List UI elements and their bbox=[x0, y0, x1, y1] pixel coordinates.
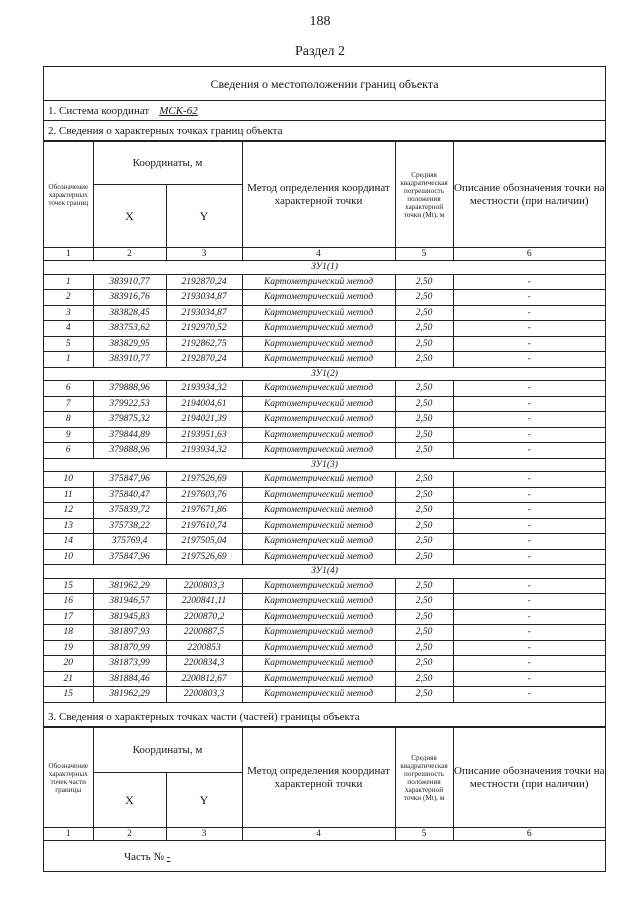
accuracy: 2,50 bbox=[395, 443, 453, 459]
coord-x: 379922,53 bbox=[93, 396, 166, 412]
point-id: 11 bbox=[44, 487, 93, 503]
coord-x: 383828,45 bbox=[93, 305, 166, 321]
coord-x: 379888,96 bbox=[93, 443, 166, 459]
header2-point-id: Обозначение характерных точек части границы bbox=[44, 728, 93, 828]
coord-y: 2197610,74 bbox=[166, 518, 242, 534]
coord-x: 383829,95 bbox=[93, 336, 166, 352]
table-row bbox=[44, 336, 605, 352]
coord-x: 381870,99 bbox=[93, 640, 166, 656]
coord-x: 381945,83 bbox=[93, 609, 166, 625]
header-point-id: Обозначение характерных точек границ bbox=[44, 142, 93, 248]
coord-y: 2197526,69 bbox=[166, 472, 242, 488]
accuracy: 2,50 bbox=[395, 412, 453, 428]
point-id: 3 bbox=[44, 305, 93, 321]
coord-x: 381962,29 bbox=[93, 578, 166, 594]
description: - bbox=[453, 352, 605, 368]
coord-y: 2194004,61 bbox=[166, 396, 242, 412]
method: Картометрический метод bbox=[242, 487, 395, 503]
accuracy: 2,50 bbox=[395, 336, 453, 352]
method: Картометрический метод bbox=[242, 671, 395, 687]
point-id: 6 bbox=[44, 381, 93, 397]
coord-y: 2193934,32 bbox=[166, 381, 242, 397]
accuracy: 2,50 bbox=[395, 472, 453, 488]
point-id: 4 bbox=[44, 321, 93, 337]
group-header-row bbox=[44, 565, 605, 579]
description: - bbox=[453, 503, 605, 519]
description: - bbox=[453, 336, 605, 352]
group-name: ЗУ1(1) bbox=[44, 261, 605, 275]
accuracy: 2,50 bbox=[395, 671, 453, 687]
header2-x: X bbox=[93, 773, 166, 828]
col-number: 2 bbox=[93, 248, 166, 261]
col-number: 5 bbox=[395, 828, 453, 841]
accuracy: 2,50 bbox=[395, 534, 453, 550]
coord-y: 2197526,69 bbox=[166, 549, 242, 565]
coord-x: 379844,89 bbox=[93, 427, 166, 443]
coord-x: 375769,4 bbox=[93, 534, 166, 550]
section-title: Раздел 2 bbox=[294, 44, 346, 59]
point-id: 2 bbox=[44, 290, 93, 306]
method: Картометрический метод bbox=[242, 656, 395, 672]
accuracy: 2,50 bbox=[395, 274, 453, 290]
description: - bbox=[453, 321, 605, 337]
col-number: 3 bbox=[166, 828, 242, 841]
method: Картометрический метод bbox=[242, 534, 395, 550]
coord-y: 2200803,3 bbox=[166, 578, 242, 594]
group-name: ЗУ1(3) bbox=[44, 458, 605, 472]
part-value: - bbox=[166, 851, 171, 863]
method: Картометрический метод bbox=[242, 396, 395, 412]
method: Картометрический метод bbox=[242, 305, 395, 321]
method: Картометрический метод bbox=[242, 352, 395, 368]
col-number: 5 bbox=[395, 248, 453, 261]
method: Картометрический метод bbox=[242, 412, 395, 428]
coord-y: 2200812,67 bbox=[166, 671, 242, 687]
table-row bbox=[44, 274, 605, 290]
header-y: Y bbox=[166, 185, 242, 248]
point-id: 18 bbox=[44, 625, 93, 641]
description: - bbox=[453, 534, 605, 550]
coord-y: 2197505,04 bbox=[166, 534, 242, 550]
method: Картометрический метод bbox=[242, 503, 395, 519]
method: Картометрический метод bbox=[242, 274, 395, 290]
column-numbers-row-2 bbox=[44, 828, 605, 841]
accuracy: 2,50 bbox=[395, 321, 453, 337]
coord-x: 381962,29 bbox=[93, 687, 166, 703]
method: Картометрический метод bbox=[242, 290, 395, 306]
header-x: X bbox=[93, 185, 166, 248]
description: - bbox=[453, 427, 605, 443]
header2-description: Описание обозначения точки на местности (при наличии) bbox=[453, 728, 605, 828]
description: - bbox=[453, 396, 605, 412]
description: - bbox=[453, 625, 605, 641]
point-id: 17 bbox=[44, 609, 93, 625]
table-row bbox=[44, 321, 605, 337]
group-header-row bbox=[44, 458, 605, 472]
accuracy: 2,50 bbox=[395, 396, 453, 412]
coord-system-value: МСК-62 bbox=[159, 105, 198, 117]
method: Картометрический метод bbox=[242, 427, 395, 443]
accuracy: 2,50 bbox=[395, 305, 453, 321]
section2-title: 2. Сведения о характерных точках границ объекта bbox=[44, 121, 605, 141]
coord-x: 375847,96 bbox=[93, 549, 166, 565]
point-id: 20 bbox=[44, 656, 93, 672]
accuracy: 2,50 bbox=[395, 656, 453, 672]
coord-y: 2192862,75 bbox=[166, 336, 242, 352]
coord-x: 375738,22 bbox=[93, 518, 166, 534]
main-title: Сведения о местоположении границ объекта bbox=[44, 67, 605, 101]
coord-x: 379888,96 bbox=[93, 381, 166, 397]
header2-accuracy: Средняя квадратическая погрешность положения характерной точки (Mt), м bbox=[395, 728, 453, 828]
method: Картометрический метод bbox=[242, 321, 395, 337]
header-coords: Координаты, м bbox=[93, 142, 242, 185]
point-id: 16 bbox=[44, 594, 93, 610]
table-row bbox=[44, 396, 605, 412]
method: Картометрический метод bbox=[242, 594, 395, 610]
description: - bbox=[453, 305, 605, 321]
col-number: 1 bbox=[44, 248, 93, 261]
table-row bbox=[44, 687, 605, 703]
table-row bbox=[44, 549, 605, 565]
description: - bbox=[453, 518, 605, 534]
col-number: 4 bbox=[242, 248, 395, 261]
coord-x: 383910,77 bbox=[93, 352, 166, 368]
coord-y: 2192870,24 bbox=[166, 352, 242, 368]
accuracy: 2,50 bbox=[395, 427, 453, 443]
accuracy: 2,50 bbox=[395, 503, 453, 519]
col-number: 3 bbox=[166, 248, 242, 261]
point-id: 13 bbox=[44, 518, 93, 534]
coord-y: 2192970,52 bbox=[166, 321, 242, 337]
accuracy: 2,50 bbox=[395, 290, 453, 306]
coord-x: 375840,47 bbox=[93, 487, 166, 503]
part-label: Часть № bbox=[124, 851, 164, 863]
accuracy: 2,50 bbox=[395, 625, 453, 641]
description: - bbox=[453, 640, 605, 656]
point-id: 12 bbox=[44, 503, 93, 519]
col-number: 4 bbox=[242, 828, 395, 841]
coord-x: 375847,96 bbox=[93, 472, 166, 488]
description: - bbox=[453, 412, 605, 428]
coord-y: 2200834,3 bbox=[166, 656, 242, 672]
table-row bbox=[44, 594, 605, 610]
coord-y: 2192870,24 bbox=[166, 274, 242, 290]
method: Картометрический метод bbox=[242, 549, 395, 565]
table-row bbox=[44, 487, 605, 503]
coord-x: 383916,76 bbox=[93, 290, 166, 306]
description: - bbox=[453, 578, 605, 594]
accuracy: 2,50 bbox=[395, 578, 453, 594]
coord-x: 381884,46 bbox=[93, 671, 166, 687]
point-id: 1 bbox=[44, 352, 93, 368]
description: - bbox=[453, 443, 605, 459]
accuracy: 2,50 bbox=[395, 549, 453, 565]
method: Картометрический метод bbox=[242, 687, 395, 703]
accuracy: 2,50 bbox=[395, 487, 453, 503]
accuracy: 2,50 bbox=[395, 381, 453, 397]
table-row bbox=[44, 443, 605, 459]
header2-method: Метод определения координат характерной точки bbox=[242, 728, 395, 828]
col-number: 6 bbox=[453, 248, 605, 261]
point-id: 15 bbox=[44, 687, 93, 703]
table-row bbox=[44, 640, 605, 656]
coord-y: 2193934,32 bbox=[166, 443, 242, 459]
accuracy: 2,50 bbox=[395, 640, 453, 656]
header-description: Описание обозначения точки на местности (при наличии) bbox=[453, 142, 605, 248]
coord-x: 381897,93 bbox=[93, 625, 166, 641]
point-id: 6 bbox=[44, 443, 93, 459]
method: Картометрический метод bbox=[242, 518, 395, 534]
coord-y: 2193951,63 bbox=[166, 427, 242, 443]
coord-y: 2200803,3 bbox=[166, 687, 242, 703]
point-id: 8 bbox=[44, 412, 93, 428]
table-row bbox=[44, 305, 605, 321]
accuracy: 2,50 bbox=[395, 687, 453, 703]
table-row bbox=[44, 352, 605, 368]
table-row bbox=[44, 656, 605, 672]
accuracy: 2,50 bbox=[395, 518, 453, 534]
col-number: 6 bbox=[453, 828, 605, 841]
method: Картометрический метод bbox=[242, 625, 395, 641]
table-row bbox=[44, 578, 605, 594]
point-id: 9 bbox=[44, 427, 93, 443]
coord-x: 381946,57 bbox=[93, 594, 166, 610]
table-row bbox=[44, 671, 605, 687]
description: - bbox=[453, 274, 605, 290]
description: - bbox=[453, 671, 605, 687]
table-row bbox=[44, 290, 605, 306]
accuracy: 2,50 bbox=[395, 609, 453, 625]
description: - bbox=[453, 656, 605, 672]
group-name: ЗУ1(4) bbox=[44, 565, 605, 579]
description: - bbox=[453, 472, 605, 488]
col-number: 1 bbox=[44, 828, 93, 841]
point-id: 10 bbox=[44, 472, 93, 488]
document-frame bbox=[43, 66, 606, 872]
page-number: 188 bbox=[309, 14, 331, 29]
table-row bbox=[44, 427, 605, 443]
description: - bbox=[453, 609, 605, 625]
table-row bbox=[44, 609, 605, 625]
header2-y: Y bbox=[166, 773, 242, 828]
column-numbers-row bbox=[44, 248, 605, 261]
group-header-row bbox=[44, 367, 605, 381]
description: - bbox=[453, 687, 605, 703]
point-id: 15 bbox=[44, 578, 93, 594]
section3-title: 3. Сведения о характерных точках части (частей) границы объекта bbox=[44, 707, 605, 727]
description: - bbox=[453, 549, 605, 565]
header-method: Метод определения координат характерной точки bbox=[242, 142, 395, 248]
table-row bbox=[44, 412, 605, 428]
method: Картометрический метод bbox=[242, 578, 395, 594]
accuracy: 2,50 bbox=[395, 594, 453, 610]
coord-y: 2193034,87 bbox=[166, 305, 242, 321]
point-id: 1 bbox=[44, 274, 93, 290]
point-id: 10 bbox=[44, 549, 93, 565]
header-accuracy: Средняя квадратическая погрешность положения характерной точки (Mt), м bbox=[395, 142, 453, 248]
group-name: ЗУ1(2) bbox=[44, 367, 605, 381]
method: Картометрический метод bbox=[242, 381, 395, 397]
description: - bbox=[453, 487, 605, 503]
coord-y: 2193034,87 bbox=[166, 290, 242, 306]
part-number bbox=[124, 851, 170, 863]
coord-system-row bbox=[44, 101, 605, 121]
method: Картометрический метод bbox=[242, 472, 395, 488]
description: - bbox=[453, 381, 605, 397]
header2-coords: Координаты, м bbox=[93, 728, 242, 773]
point-id: 5 bbox=[44, 336, 93, 352]
coord-x: 383753,62 bbox=[93, 321, 166, 337]
group-header-row bbox=[44, 261, 605, 275]
coord-y: 2200853 bbox=[166, 640, 242, 656]
coord-y: 2200841,11 bbox=[166, 594, 242, 610]
method: Картометрический метод bbox=[242, 640, 395, 656]
method: Картометрический метод bbox=[242, 336, 395, 352]
coord-y: 2200887,5 bbox=[166, 625, 242, 641]
point-id: 21 bbox=[44, 671, 93, 687]
point-id: 19 bbox=[44, 640, 93, 656]
part-points-table bbox=[44, 727, 605, 841]
coord-x: 375839,72 bbox=[93, 503, 166, 519]
point-id: 7 bbox=[44, 396, 93, 412]
coord-y: 2197603,76 bbox=[166, 487, 242, 503]
description: - bbox=[453, 290, 605, 306]
accuracy: 2,50 bbox=[395, 352, 453, 368]
col-number: 2 bbox=[93, 828, 166, 841]
table-row bbox=[44, 534, 605, 550]
coord-x: 381873,99 bbox=[93, 656, 166, 672]
table-row bbox=[44, 625, 605, 641]
method: Картометрический метод bbox=[242, 609, 395, 625]
coord-y: 2194021,39 bbox=[166, 412, 242, 428]
method: Картометрический метод bbox=[242, 443, 395, 459]
description: - bbox=[453, 594, 605, 610]
coord-y: 2200870,2 bbox=[166, 609, 242, 625]
coord-y: 2197671,86 bbox=[166, 503, 242, 519]
table-row bbox=[44, 381, 605, 397]
point-id: 14 bbox=[44, 534, 93, 550]
boundary-points-table bbox=[44, 141, 605, 703]
coord-system-label: 1. Система координат bbox=[48, 105, 150, 117]
table-row bbox=[44, 518, 605, 534]
table-row bbox=[44, 503, 605, 519]
table-row bbox=[44, 472, 605, 488]
coord-x: 383910,77 bbox=[93, 274, 166, 290]
coord-x: 379875,32 bbox=[93, 412, 166, 428]
